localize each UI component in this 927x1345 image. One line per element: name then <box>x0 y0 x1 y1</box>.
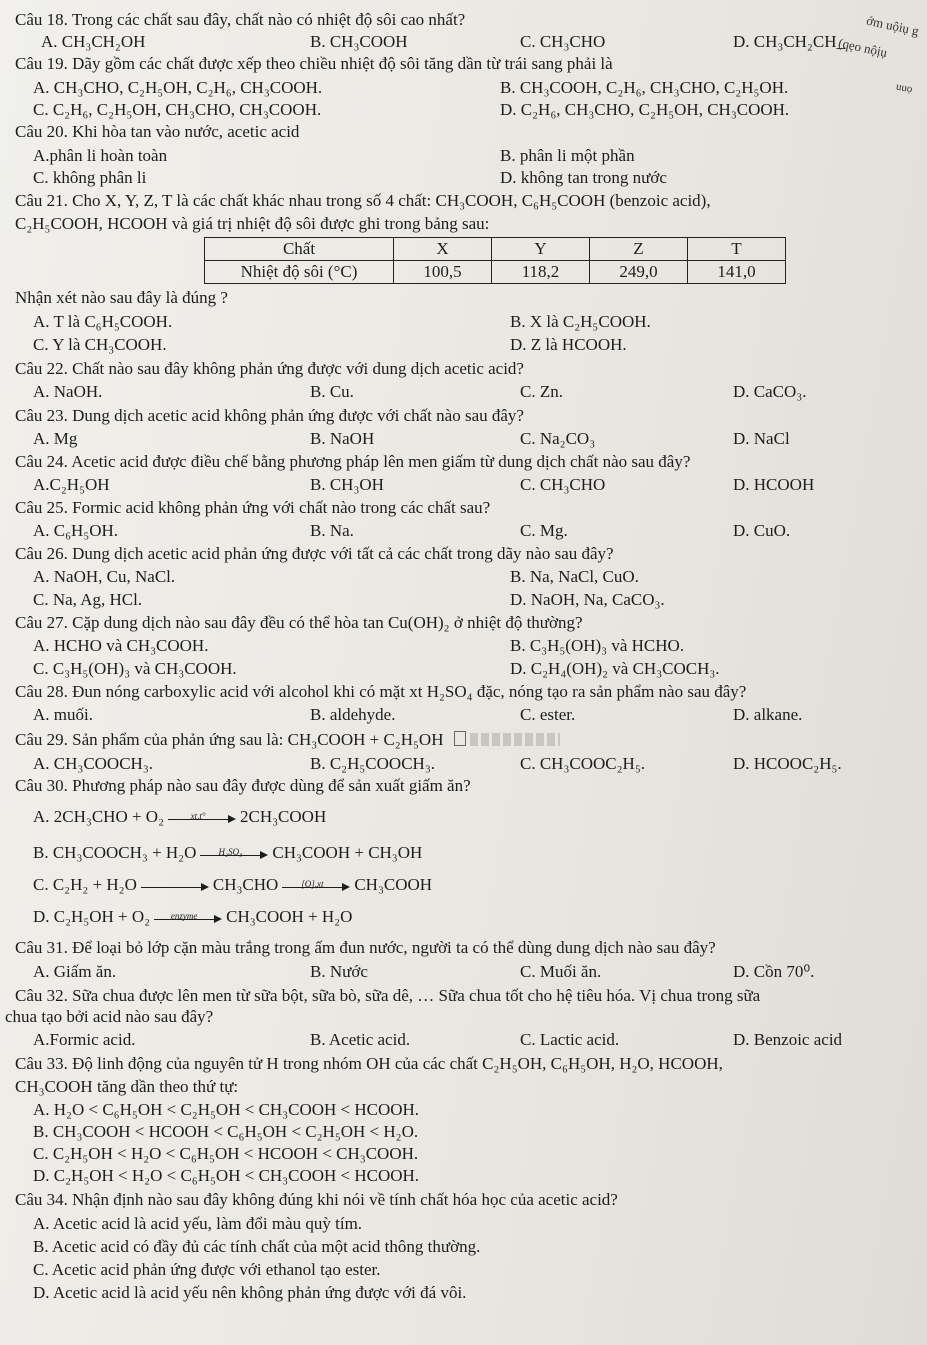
option-b[interactable]: B. Nước <box>310 962 368 981</box>
equation-rhs: CH₃COOH + CH₃OH <box>272 843 423 862</box>
option-c[interactable]: C. Na, Ag, HCl. <box>33 590 143 609</box>
option-d[interactable] <box>33 906 352 928</box>
table-header: Y <box>492 238 590 261</box>
question-33: Câu 33. Độ linh động của nguyên tử H trong nhóm OH của các chất C₂H₅OH, C₆H₅OH, H₂O, HCOOH, <box>15 1054 723 1073</box>
margin-note: uuọ <box>895 80 914 96</box>
option-c[interactable]: C. Mg. <box>520 521 568 540</box>
option-label: C. <box>33 875 49 894</box>
option-a[interactable]: A. CH₃CH₂OH <box>41 32 146 51</box>
option-c[interactable]: C. không phân li <box>33 168 147 187</box>
table-cell: 249,0 <box>590 261 688 284</box>
arrow-condition: H₂SO₄ <box>218 847 243 858</box>
reaction-arrow-icon <box>200 847 268 861</box>
option-b[interactable]: B. Na, NaCl, CuO. <box>510 567 639 586</box>
option-d[interactable]: D. alkane. <box>733 705 803 724</box>
question-text: Câu 29. Sản phẩm của phản ứng sau là: CH₃COOH + C₂H₅OH <box>15 730 444 749</box>
table-cell: 100,5 <box>394 261 492 284</box>
table-header: T <box>688 238 786 261</box>
question-23: Câu 23. Dung dịch acetic acid không phản ứng được với chất nào sau đây? <box>15 406 524 425</box>
option-d[interactable]: D. NaCl <box>733 429 790 448</box>
option-c[interactable]: C. Muối ăn. <box>520 962 602 981</box>
option-d[interactable]: D. C₂H₅OH < H₂O < C₆H₅OH < CH₃COOH < HCOOH. <box>33 1166 420 1185</box>
margin-note: (qẹo nộịụ <box>837 35 889 60</box>
table-row <box>205 261 786 284</box>
option-c[interactable]: C. ester. <box>520 705 576 724</box>
option-b[interactable]: B. X là C₂H₅COOH. <box>510 312 651 331</box>
option-d[interactable]: D. Acetic acid là acid yếu nên không phản ứng được với đá vôi. <box>33 1283 467 1302</box>
option-d[interactable]: D. C₂H₆, CH₃CHO, C₂H₅OH, CH₃COOH. <box>500 100 790 119</box>
option-c[interactable]: C. C₃H₅(OH)₃ và CH₃COOH. <box>33 659 237 678</box>
option-d[interactable]: D. không tan trong nước <box>500 168 667 187</box>
question-20: Câu 20. Khi hòa tan vào nước, acetic acid <box>15 122 300 141</box>
equation-lhs: C₂H₂ + H₂O <box>52 875 137 894</box>
option-a[interactable]: A.C₂H₅OH <box>33 475 110 494</box>
option-b[interactable]: B. CH₃COOH, C₂H₆, CH₃CHO, C₂H₅OH. <box>500 78 789 97</box>
equation-lhs: CH₃COOCH₃ + H₂O <box>52 843 197 862</box>
option-d[interactable]: D. C₂H₄(OH)₂ và CH₃COCH₃. <box>510 659 720 678</box>
equation-rhs: CH₃COOH <box>354 875 433 894</box>
option-b[interactable]: B. Na. <box>310 521 354 540</box>
option-b[interactable]: B. C₂H₅COOCH₃. <box>310 754 435 773</box>
option-b[interactable]: B. aldehyde. <box>310 705 396 724</box>
reaction-arrow-icon <box>282 879 350 893</box>
question-32-cont: chua tạo bởi acid nào sau đây? <box>5 1007 214 1026</box>
option-d[interactable]: D. Benzoic acid <box>733 1030 843 1049</box>
equation-lhs: 2CH₃CHO + O₂ <box>53 807 165 826</box>
option-c[interactable]: C. C₂H₅OH < H₂O < C₆H₅OH < HCOOH < CH₃COOH. <box>33 1144 419 1163</box>
table-header: X <box>394 238 492 261</box>
option-label: B. <box>33 843 49 862</box>
reaction-arrow-icon <box>154 911 222 925</box>
option-label: D. <box>33 907 50 926</box>
question-34: Câu 34. Nhận định nào sau đây không đúng khi nói về tính chất hóa học của acetic acid? <box>15 1190 618 1209</box>
option-d[interactable]: D. CuO. <box>733 521 791 540</box>
option-c[interactable]: C. C₂H₆, C₂H₅OH, CH₃CHO, CH₃COOH. <box>33 100 322 119</box>
option-d[interactable]: D. Cồn 70⁰. <box>733 962 815 981</box>
option-a[interactable]: A. Acetic acid là acid yếu, làm đổi màu quỳ tím. <box>33 1214 363 1233</box>
question-30: Câu 30. Phương pháp nào sau đây được dùng để sản xuất giấm ăn? <box>15 776 471 795</box>
option-a[interactable]: A. NaOH. <box>33 382 103 401</box>
equation-mid: CH₃CHO <box>212 875 279 894</box>
option-b[interactable]: B. CH₃COOH <box>310 32 408 51</box>
question-18: Câu 18. Trong các chất sau đây, chất nào có nhiệt độ sôi cao nhất? <box>15 10 466 29</box>
option-a[interactable]: A. Mg <box>33 429 78 448</box>
question-19: Câu 19. Dãy gồm các chất được xếp theo chiều nhiệt độ sôi tăng dần từ trái sang phải là <box>15 54 613 73</box>
option-a[interactable]: A. T là C₆H₅COOH. <box>33 312 173 331</box>
option-a[interactable]: A.phân li hoàn toàn <box>33 146 168 165</box>
equation-rhs: CH₃COOH + H₂O <box>226 907 353 926</box>
question-25: Câu 25. Formic acid không phản ứng với chất nào trong các chất sau? <box>15 498 491 517</box>
option-a[interactable]: A. CH₃COOCH₃. <box>33 754 154 773</box>
question-22 <box>15 359 524 379</box>
reaction-arrow-icon <box>141 879 209 893</box>
option-d[interactable]: D. Z là HCOOH. <box>510 335 627 354</box>
equation-rhs: 2CH₃COOH <box>240 807 327 826</box>
table-cell: Nhiệt độ sôi (°C) <box>205 261 394 284</box>
option-d[interactable]: D. CaCO₃. <box>733 382 807 401</box>
margin-note: ớm uộiụ g <box>865 12 921 39</box>
option-b[interactable]: B. Acetic acid có đầy đủ các tính chất của một acid thông thường. <box>33 1237 481 1256</box>
option-d[interactable]: D. NaOH, Na, CaCO₃. <box>510 590 665 609</box>
option-b[interactable]: B. phân li một phần <box>500 146 635 165</box>
option-c[interactable]: C. Acetic acid phản ứng được với ethanol tạo ester. <box>33 1260 381 1279</box>
option-a[interactable] <box>33 806 326 828</box>
question-21: Câu 21. Cho X, Y, Z, T là các chất khác nhau trong số 4 chất: CH₃COOH, C₆H₅COOH (benzoic acid), <box>15 191 711 210</box>
option-a[interactable]: A. H₂O < C₆H₅OH < C₂H₅OH < CH₃COOH < HCOOH. <box>33 1100 420 1119</box>
option-c[interactable]: C. Y là CH₃COOH. <box>33 335 167 354</box>
option-b[interactable]: B. C₃H₅(OH)₃ và HCHO. <box>510 636 685 655</box>
question-text: Câu 22. Chất nào sau đây không phản ứng được với dung dịch acetic acid? <box>15 359 524 378</box>
option-c[interactable]: C. Zn. <box>520 382 563 401</box>
table-row <box>205 238 786 261</box>
table-cell: 118,2 <box>492 261 590 284</box>
option-c[interactable] <box>33 874 432 896</box>
option-b[interactable] <box>33 842 422 864</box>
table-cell: 141,0 <box>688 261 786 284</box>
option-d[interactable]: D. HCOOC₂H₅. <box>733 754 842 773</box>
option-c[interactable]: C. CH₃CHO <box>520 475 606 494</box>
option-a[interactable]: A. C₆H₅OH. <box>33 521 119 540</box>
question-33-cont: CH₃COOH tăng dần theo thứ tự: <box>15 1077 239 1096</box>
option-a[interactable]: A. HCHO và CH₃COOH. <box>33 636 209 655</box>
question-21-prompt: Nhận xét nào sau đây là đúng ? <box>15 288 228 307</box>
question-32: Câu 32. Sữa chua được lên men từ sữa bột, sữa bò, sữa dê, … Sữa chua tốt cho hệ tiêu hóa. Vị chua trong sữa <box>15 986 761 1005</box>
table-header: Z <box>590 238 688 261</box>
option-b[interactable]: B. Acetic acid. <box>310 1030 411 1049</box>
question-26: Câu 26. Dung dịch acetic acid phản ứng được với tất cả các chất trong dãy nào sau đây? <box>15 544 614 563</box>
option-b[interactable]: B. CH₃OH <box>310 475 384 494</box>
reaction-arrow-icon <box>168 811 236 825</box>
question-31: Câu 31. Để loại bỏ lớp cặn màu trắng trong ấm đun nước, người ta có thể dùng dung dịch nào sau đây? <box>15 938 716 957</box>
question-24: Câu 24. Acetic acid được điều chế bằng phương pháp lên men giấm từ dung dịch chất nào sau đây? <box>15 452 691 471</box>
question-27: Câu 27. Cặp dung dịch nào sau đây đều có thể hòa tan Cu(OH)₂ ở nhiệt độ thường? <box>15 613 583 632</box>
option-c[interactable]: C. CH₃COOC₂H₅. <box>520 754 645 773</box>
option-b[interactable]: B. CH₃COOH < HCOOH < C₆H₅OH < C₂H₅OH < H₂O. <box>33 1122 419 1141</box>
option-d[interactable]: D. HCOOH <box>733 475 815 494</box>
option-b[interactable]: B. Cu. <box>310 382 354 401</box>
option-c[interactable]: C. Lactic acid. <box>520 1030 620 1049</box>
question-29 <box>15 730 560 750</box>
question-21-cont: C₂H₅COOH, HCOOH và giá trị nhiệt độ sôi được ghi trong bảng sau: <box>15 214 490 233</box>
option-c[interactable]: C. CH₃CHO <box>520 32 606 51</box>
option-a[interactable]: A.Formic acid. <box>33 1030 136 1049</box>
option-c[interactable]: C. Na₂CO₃ <box>520 429 596 448</box>
option-label: A. <box>33 807 50 826</box>
table-header: Chất <box>205 238 394 261</box>
option-a[interactable]: A. Giấm ăn. <box>33 962 117 981</box>
arrow-condition: enzyme <box>170 911 198 922</box>
option-a[interactable]: A. NaOH, Cu, NaCl. <box>33 567 176 586</box>
faded-text-icon <box>470 733 560 746</box>
arrow-condition: [O],xt <box>301 879 324 890</box>
option-a[interactable]: A. muối. <box>33 705 93 724</box>
option-d[interactable]: D. CH₃CH₂CH_ <box>733 32 845 51</box>
question-28: Câu 28. Đun nóng carboxylic acid với alcohol khi có mặt xt H₂SO₄ đặc, nóng tạo ra sản phẩm nào sau đây? <box>15 682 747 701</box>
option-b[interactable]: B. NaOH <box>310 429 375 448</box>
boiling-point-table <box>204 237 786 284</box>
equation-lhs: C₂H₅OH + O₂ <box>53 907 151 926</box>
placeholder-box-icon <box>454 731 466 746</box>
arrow-condition: xt,t° <box>190 811 206 822</box>
option-a[interactable]: A. CH₃CHO, C₂H₅OH, C₂H₆, CH₃COOH. <box>33 78 323 97</box>
